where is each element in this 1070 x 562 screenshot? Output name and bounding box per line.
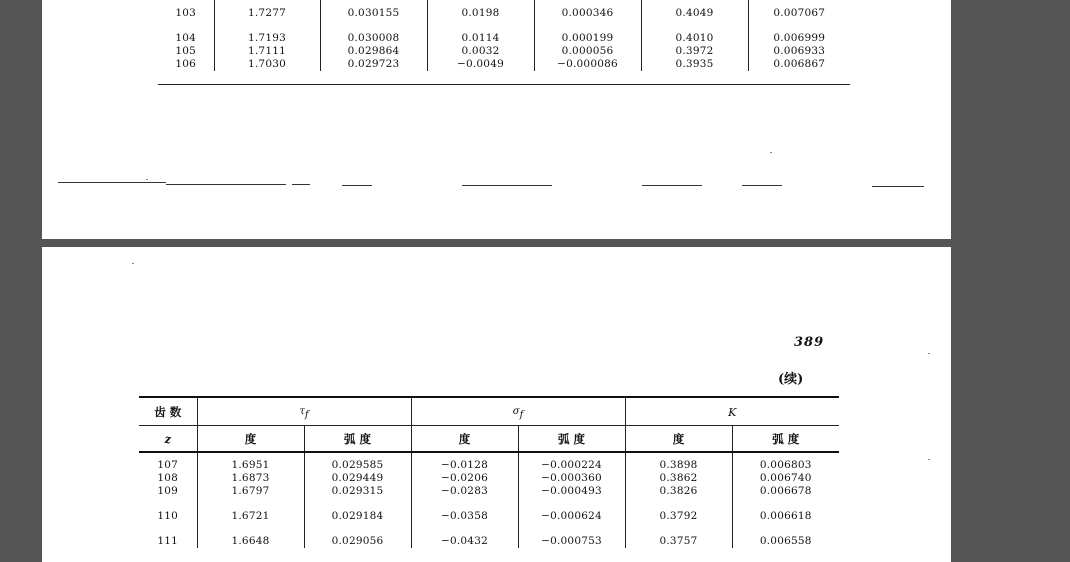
cell-z: 108 — [157, 472, 179, 484]
cell: 0.006803 — [732, 459, 839, 472]
cell: −0.0049 — [427, 58, 534, 71]
scan-line — [342, 185, 372, 186]
scan-line — [166, 184, 286, 185]
cell: 0.030008 — [320, 32, 427, 45]
cell: 0.3826 — [625, 485, 732, 498]
scan-line — [642, 185, 702, 186]
cell: −0.000493 — [518, 485, 625, 498]
cell: 0.006558 — [732, 535, 839, 548]
scan-line — [742, 185, 782, 186]
cell: −0.000624 — [518, 510, 625, 523]
cell: 0.4010 — [641, 32, 748, 45]
header-radian: 弧 度 — [304, 426, 411, 453]
header-degree: 度 — [197, 426, 304, 453]
cell: 1.6648 — [197, 535, 304, 548]
scan-speck — [146, 179, 148, 180]
header-radian: 弧 度 — [732, 426, 839, 453]
cell-z: 105 — [175, 45, 197, 57]
header-degree: 度 — [411, 426, 518, 453]
cell: 1.6873 — [197, 472, 304, 485]
cell-z: 103 — [175, 7, 197, 19]
cell: 1.7277 — [214, 7, 320, 20]
header-sigma — [411, 397, 625, 426]
cell: 0.3898 — [625, 459, 732, 472]
cell: −0.0358 — [411, 510, 518, 523]
cell: 0.006618 — [732, 510, 839, 523]
cell: 0.029723 — [320, 58, 427, 71]
header-tau — [197, 397, 411, 426]
data-table-top — [158, 0, 850, 71]
pdf-page-top — [42, 0, 951, 239]
cell: −0.000224 — [518, 459, 625, 472]
header-degree: 度 — [625, 426, 732, 453]
data-table-bottom — [139, 396, 839, 548]
cell: 0.4049 — [641, 7, 748, 20]
table-bottom-rule — [158, 84, 850, 85]
header-k — [625, 397, 839, 426]
header-tau-subscript: f — [304, 409, 309, 421]
scan-line — [58, 182, 166, 183]
scan-speck — [132, 263, 134, 264]
table-row — [139, 510, 839, 523]
cell: 0.3935 — [641, 58, 748, 71]
scan-speck — [928, 353, 930, 354]
table-row-partial — [158, 0, 850, 7]
pdf-page-bottom — [42, 247, 951, 562]
header-sigma-subscript: f — [519, 409, 524, 421]
cell: 1.7193 — [214, 32, 320, 45]
header-row-1 — [139, 397, 839, 426]
cell: −0.000753 — [518, 535, 625, 548]
cell: 0.3862 — [625, 472, 732, 485]
cell: 0.000056 — [534, 45, 641, 58]
row-gap — [139, 523, 839, 535]
cell: 0.029184 — [304, 510, 411, 523]
cell: 0.0032 — [427, 45, 534, 58]
header-k-symbol: K — [728, 405, 737, 419]
cell: 0.029056 — [304, 535, 411, 548]
scan-line — [292, 184, 310, 185]
cell: 0.3972 — [641, 45, 748, 58]
scan-line — [872, 186, 924, 187]
row-gap — [139, 498, 839, 510]
cell-z: 110 — [157, 510, 179, 522]
cell: 0.029449 — [304, 472, 411, 485]
header-tau-symbol: τ — [299, 405, 305, 417]
cell: 0.006740 — [732, 472, 839, 485]
cell-z: 104 — [175, 32, 197, 44]
cell: 0.006678 — [732, 485, 839, 498]
cell: −0.0206 — [411, 472, 518, 485]
cell-z: 111 — [157, 535, 179, 547]
cell: −0.000360 — [518, 472, 625, 485]
cell: 0.3792 — [625, 510, 732, 523]
cell-z: 106 — [175, 58, 197, 70]
header-radian: 弧 度 — [518, 426, 625, 453]
scan-speck — [928, 459, 930, 460]
cell: 0.006933 — [748, 45, 850, 58]
row-pad — [139, 452, 839, 459]
table-row — [158, 45, 850, 58]
table-row — [139, 485, 839, 498]
table-row — [139, 459, 839, 472]
table-row — [158, 32, 850, 45]
scan-speck — [770, 152, 772, 153]
cell: 1.6797 — [197, 485, 304, 498]
cell: −0.0128 — [411, 459, 518, 472]
cell: 0.000346 — [534, 7, 641, 20]
cell-z: 107 — [157, 459, 179, 471]
row-gap — [158, 20, 850, 32]
cell: 0.029585 — [304, 459, 411, 472]
continued-label: (续) — [778, 372, 804, 387]
cell: −0.0283 — [411, 485, 518, 498]
cell: 0.030155 — [320, 7, 427, 20]
table-row — [158, 7, 850, 20]
cell: 0.0114 — [427, 32, 534, 45]
table-row — [158, 58, 850, 71]
cell: 0.007067 — [748, 7, 850, 20]
cell: 1.7030 — [214, 58, 320, 71]
cell: 1.6721 — [197, 510, 304, 523]
cell-z: 109 — [157, 485, 179, 497]
cell: 0.0198 — [427, 7, 534, 20]
header-z: z — [139, 426, 197, 453]
cell: −0.000086 — [534, 58, 641, 71]
cell: 0.006867 — [748, 58, 850, 71]
cell: 1.6951 — [197, 459, 304, 472]
cell: 0.029315 — [304, 485, 411, 498]
cell: 0.000199 — [534, 32, 641, 45]
header-row-2 — [139, 426, 839, 453]
cell: −0.0432 — [411, 535, 518, 548]
page-number: 389 — [794, 335, 825, 350]
scan-line — [462, 185, 552, 186]
header-teeth: 齿 数 — [139, 397, 197, 426]
header-sigma-symbol: σ — [512, 405, 520, 417]
cell: 0.029864 — [320, 45, 427, 58]
cell: 0.3757 — [625, 535, 732, 548]
cell: 1.7111 — [214, 45, 320, 58]
table-row — [139, 535, 839, 548]
cell: 0.006999 — [748, 32, 850, 45]
table-row — [139, 472, 839, 485]
